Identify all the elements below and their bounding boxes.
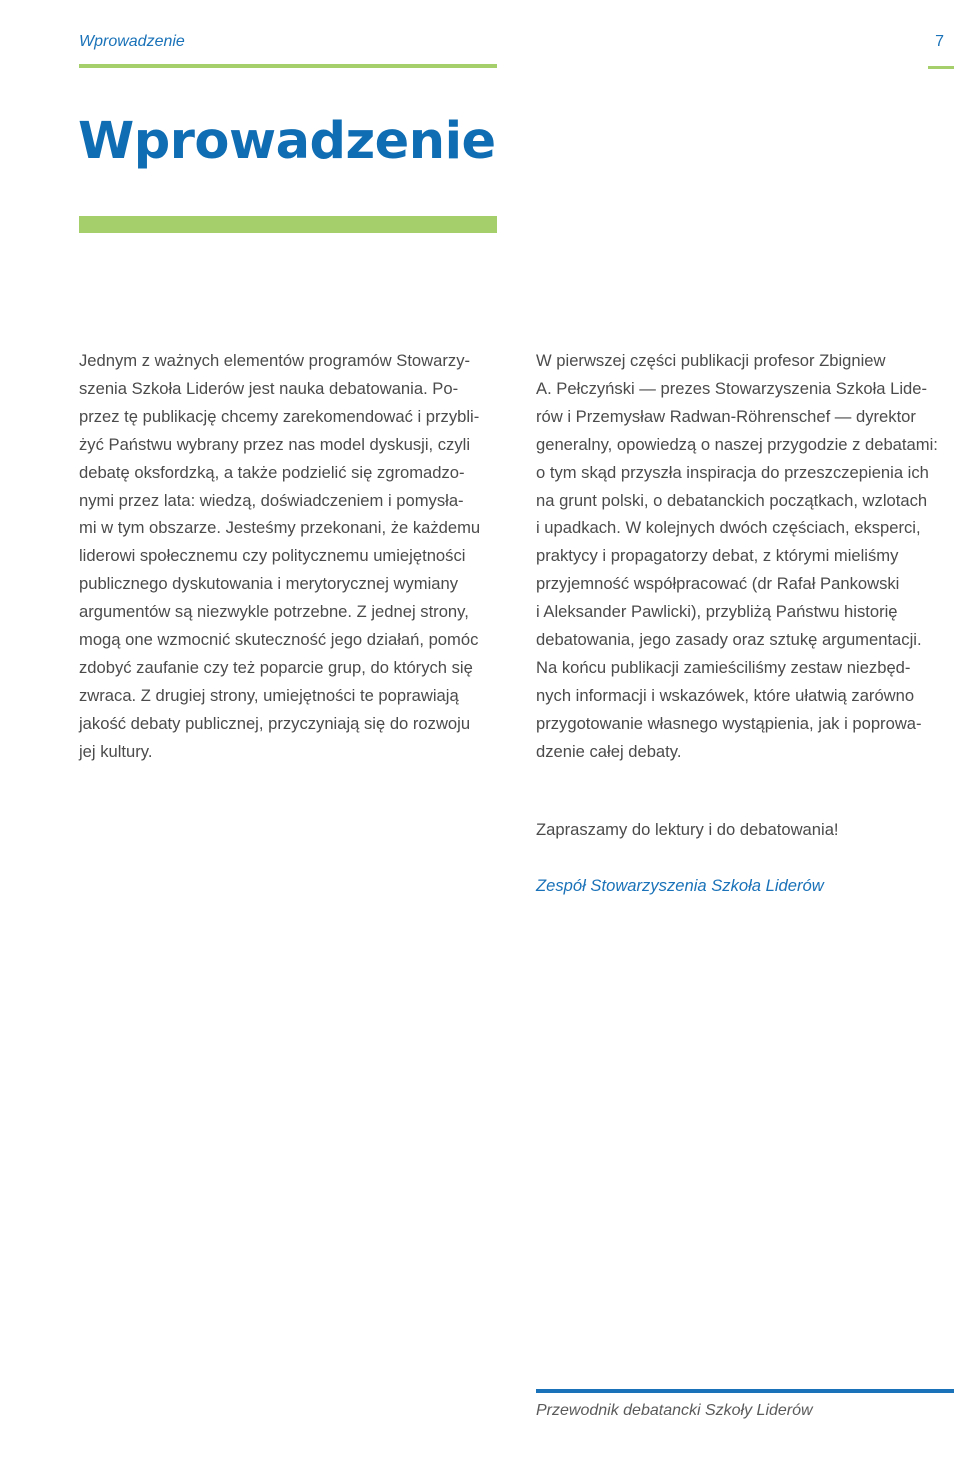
header-rule-right [928,66,954,69]
text-line: nych informacji i wskazówek, które ułatwią zarówno [536,685,915,705]
text-line: szenia Szkoła Liderów jest nauka debatowania. Po- [79,378,459,398]
left-column-text [79,347,499,766]
header-rule-left [79,64,497,68]
title-underline-bar [79,216,497,233]
text-line: jakość debaty publicznej, przyczyniają się do rozwoju [79,713,471,733]
text-line: W pierwszej części publikacji profesor Zbigniew [536,351,886,370]
text-line: Na końcu publikacji zamieściliśmy zestaw niezbęd- [536,657,911,677]
text-line: mogą one wzmocnić skuteczność jego działań, pomóc [79,630,479,650]
text-line: nymi przez lata: wiedzą, doświadczeniem i pomysła- [79,490,464,510]
text-line: jej kultury. [79,741,153,761]
text-line: żyć Państwu wybrany przez nas model dyskusji, czyli [79,434,471,454]
text-line: praktycy i propagatorzy debat, z którymi mieliśmy [536,546,899,566]
text-line: przygotowanie własnego wystąpienia, jak i poprowa- [536,713,922,733]
text-line: debatę oksfordzką, a także podzielić się zgromadzo- [79,462,465,482]
right-column-text [536,347,956,766]
text-line: przez tę publikację chcemy zarekomendować i przybli- [79,406,480,426]
overview-paragraph [536,347,956,766]
text-line: zwraca. Z drugiej strony, umiejętności te poprawiają [79,685,459,705]
intro-paragraph [79,347,499,766]
invitation-text: Zapraszamy do lektury i do debatowania! [536,820,839,839]
text-line: i Aleksander Pawlicki), przybliżą Państwu historię [536,602,898,622]
text-line: zdobyć zaufanie czy też poparcie grup, do których się [79,657,473,677]
text-line: mi w tym obszarze. Jesteśmy przekonani, że każdemu [79,518,481,538]
text-line: liderowi społecznemu czy politycznemu umiejętności [79,546,466,566]
text-line: A. Pełczyński — prezes Stowarzyszenia Szkoła Lide- [536,378,928,398]
page-number: 7 [935,33,944,50]
text-line: generalny, opowiedzą o naszej przygodzie z debatami: [536,434,938,454]
footer-rule [536,1389,954,1393]
page-title: Wprowadzenie [78,112,496,171]
signature-text: Zespół Stowarzyszenia Szkoła Liderów [536,876,824,895]
running-footer: Przewodnik debatancki Szkoły Liderów [536,1402,813,1419]
text-line: argumentów są niezwykle potrzebne. Z jednej strony, [79,602,469,622]
text-line: debatowania, jego zasady oraz sztukę argumentacji. [536,630,922,650]
text-line: publicznego dyskutowania i merytorycznej wymiany [79,574,459,594]
text-line: przyjemność współpracować (dr Rafał Pankowski [536,574,900,594]
text-line: o tym skąd przyszła inspiracja do przeszczepienia ich [536,462,929,482]
text-line: Jednym z ważnych elementów programów Stowarzy- [79,351,471,370]
text-line: na grunt polski, o debatanckich początkach, wzlotach [536,490,928,510]
text-line: i upadkach. W kolejnych dwóch częściach, eksperci, [536,518,921,538]
text-line: rów i Przemysław Radwan-Röhrenschef — dyrektor [536,406,916,426]
running-header-section: Wprowadzenie [79,33,185,50]
text-line: dzenie całej debaty. [536,741,682,761]
